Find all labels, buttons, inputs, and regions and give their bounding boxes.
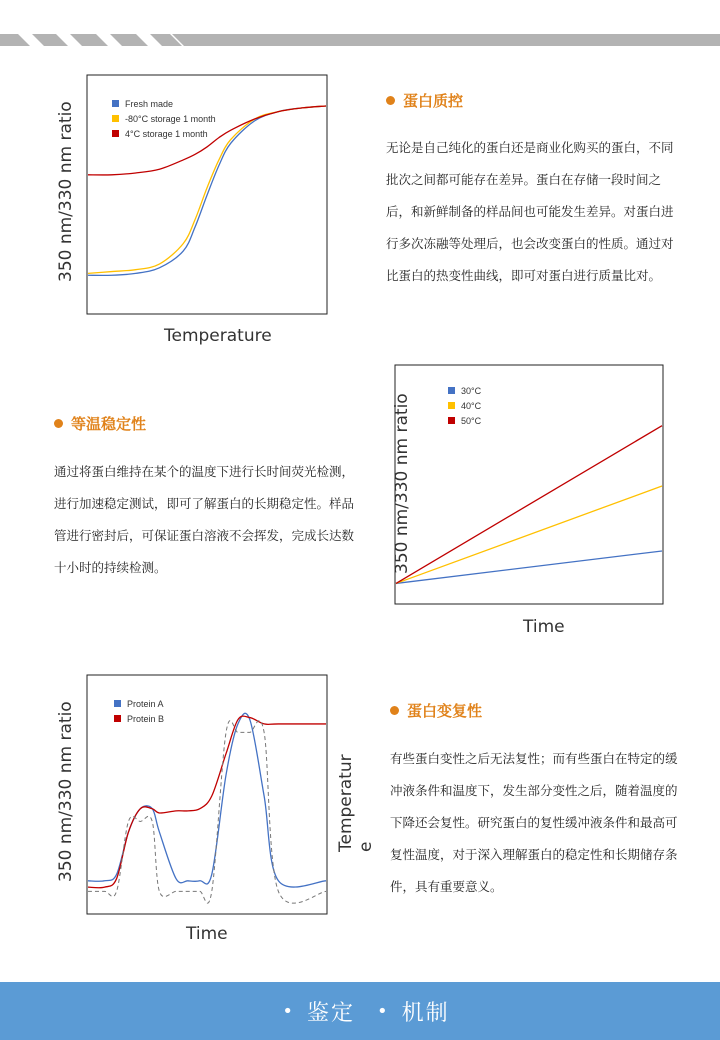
footer-bar	[0, 982, 720, 1040]
legend-label: Protein B	[127, 714, 165, 724]
section-text-refolding: 有些蛋白变性之后无法复性；而有些蛋白在特定的缓冲液条件和温度下，发生部分变性之后，随着温度的下降还会复性。研究蛋白的复性缓冲液条件和最高可复性温度，对于深入理解蛋白的稳定性和长期储存条件，具有重要意义。	[390, 751, 678, 894]
legend-label: 30°C	[461, 386, 482, 396]
footer-item: 鉴定	[306, 1000, 355, 1026]
x-axis-label: Temperature	[164, 326, 272, 346]
footer-bullet-icon: •	[377, 1000, 390, 1022]
heading-text: 等温稳定性	[71, 415, 147, 433]
legend-label: -80°C storage 1 month	[125, 114, 216, 124]
y-axis-label: 350 nm/330 nm ratio	[56, 701, 76, 882]
section-text-isothermal-stability: 通过将蛋白维持在某个的温度下进行长时间荧光检测，进行加速稳定测试，即可了解蛋白的长期稳定性。样品管进行密封后，可保证蛋白溶液不会挥发，完成长达数十小时的持续检测。	[54, 464, 355, 575]
y2-axis-label: Temperatur e	[336, 754, 376, 852]
legend-swatch	[114, 700, 121, 707]
x-axis-label: Time	[523, 617, 565, 637]
section-text-protein-qc: 无论是自己纯化的蛋白还是商业化购买的蛋白，不同批次之间都可能存在差异。蛋白在存储一段时间之后，和新鲜制备的样品间也可能发生差异。对蛋白进行多次冻融等处理后，也会改变蛋白的性质。通过对比蛋白的热变性曲线，即可对蛋白进行质量比对。	[386, 140, 674, 283]
legend-label: Protein A	[127, 699, 164, 709]
footer-item: 机制	[401, 1000, 450, 1026]
legend-item	[114, 698, 204, 710]
y-axis-label: 350 nm/330 nm ratio	[392, 393, 412, 574]
legend-label: Fresh made	[125, 99, 174, 109]
x-axis-label: Time	[186, 924, 228, 944]
series-line-protein-b	[88, 716, 326, 888]
heading-text: 蛋白质控	[403, 92, 464, 110]
legend-item	[114, 713, 204, 725]
legend-label: 40°C	[461, 401, 482, 411]
legend-label: 4°C storage 1 month	[125, 129, 208, 139]
legend-swatch	[114, 715, 121, 722]
legend-label: 50°C	[461, 416, 482, 426]
bullet-dot-icon	[390, 706, 399, 715]
legend	[114, 698, 204, 728]
series-line-protein-a	[88, 713, 326, 887]
footer-bullet-icon: •	[282, 1000, 295, 1022]
section-heading-refolding	[390, 700, 482, 721]
heading-text: 蛋白变复性	[407, 702, 483, 720]
y-axis-label: 350 nm/330 nm ratio	[56, 101, 76, 282]
series-line-temperature	[88, 721, 326, 904]
